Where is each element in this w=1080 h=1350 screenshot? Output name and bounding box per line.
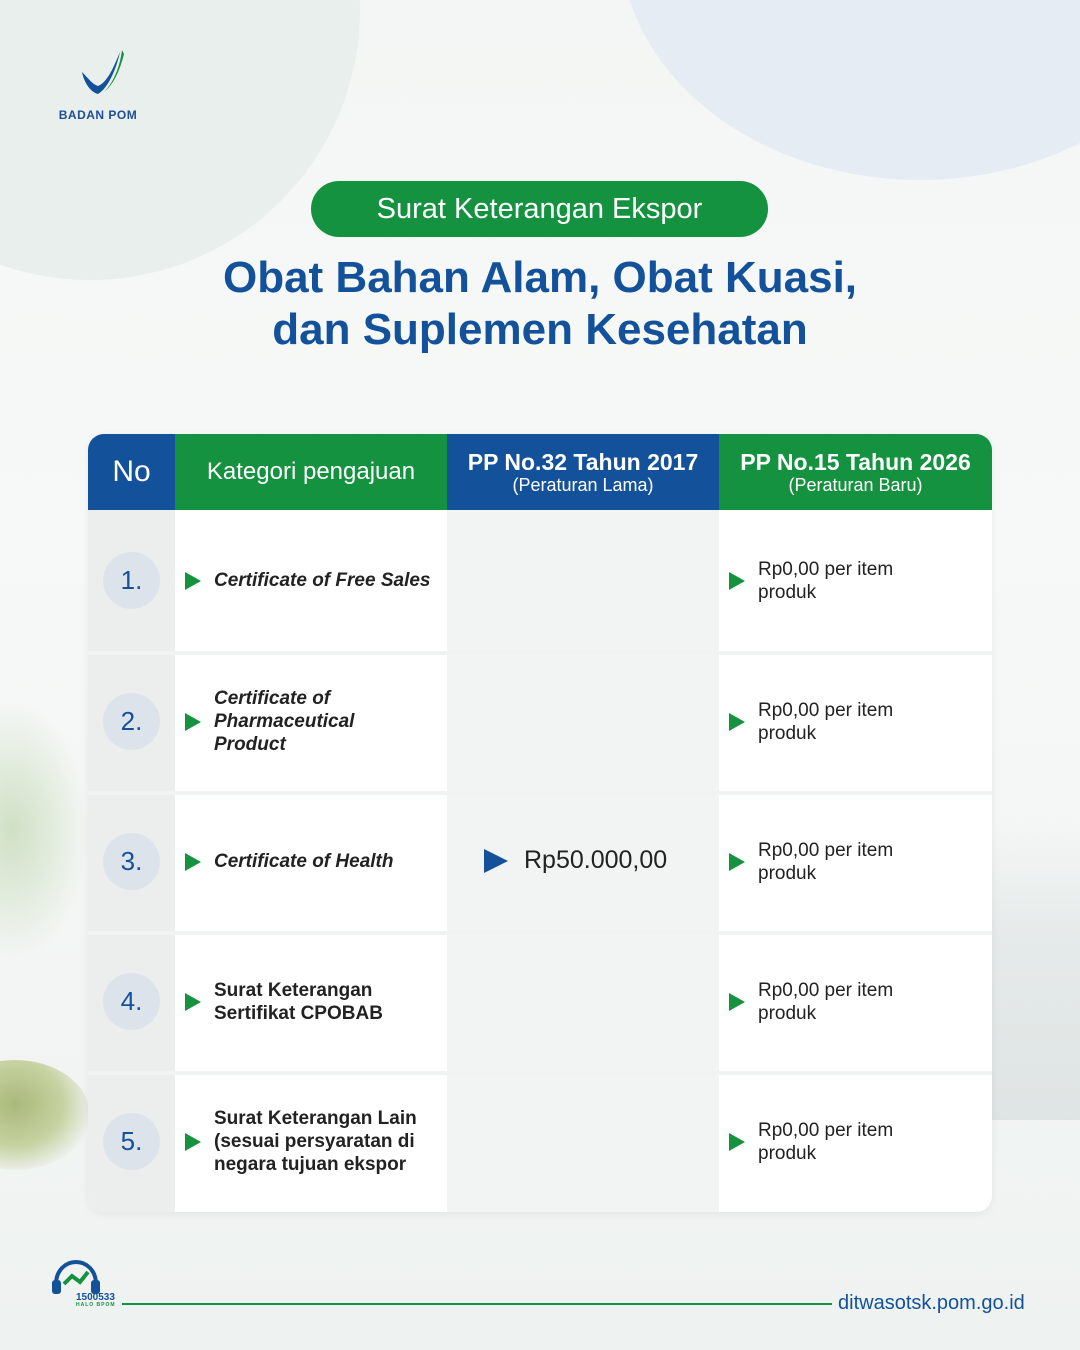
hotline-logo <box>50 1258 124 1306</box>
logo-text: BADAN POM <box>58 108 138 122</box>
new-fee-text: Rp0,00 per item produk <box>758 839 894 884</box>
category-cell <box>185 791 447 932</box>
category-text: Certificate of Health <box>214 851 394 872</box>
category-text: Certificate of Pharmaceutical Product <box>214 688 355 755</box>
header-new-main: PP No.15 Tahun 2026 <box>740 449 971 475</box>
title-line-2: dan Suplemen Kesehatan <box>272 305 808 354</box>
new-fee-cell <box>729 791 989 932</box>
category-cell <box>185 931 447 1072</box>
row-number: 1. <box>103 552 160 609</box>
bullet-arrow-icon <box>729 572 745 590</box>
table-row <box>88 931 992 1072</box>
header-new-regulation <box>719 434 992 510</box>
bullet-arrow-icon <box>729 1133 745 1151</box>
header-new-sub: (Peraturan Baru) <box>788 475 923 495</box>
row-number: 4. <box>103 973 160 1030</box>
new-fee-cell <box>729 510 989 651</box>
background-leaves <box>0 700 90 960</box>
new-fee-cell <box>729 651 989 792</box>
old-fee-text: Rp50.000,00 <box>524 846 668 874</box>
new-fee-cell <box>729 931 989 1072</box>
row-number: 5. <box>103 1113 160 1170</box>
footer-divider <box>122 1303 832 1305</box>
title-line-1: Obat Bahan Alam, Obat Kuasi, <box>222 253 858 302</box>
hotline-number: 1500533 <box>76 1292 115 1303</box>
hotline-sub: HALO BPOM <box>76 1302 116 1306</box>
header-old-main: PP No.32 Tahun 2017 <box>467 449 699 475</box>
fee-comparison-table <box>88 434 992 1212</box>
bullet-arrow-icon <box>185 993 201 1011</box>
category-cell <box>185 651 447 792</box>
table-row <box>88 1071 992 1212</box>
headset-icon <box>50 1258 124 1306</box>
section-pill: Surat Keterangan Ekspor <box>311 181 768 237</box>
header-no: No <box>88 434 175 510</box>
category-text: Surat Keterangan Sertifikat CPOBAB <box>214 979 383 1024</box>
bullet-arrow-icon <box>185 572 201 590</box>
category-cell <box>185 510 447 651</box>
background-shape <box>620 0 1080 180</box>
bullet-arrow-icon <box>185 853 201 871</box>
header-category: Kategori pengajuan <box>175 434 447 510</box>
logo-mark-icon <box>68 48 128 106</box>
bullet-arrow-icon <box>185 1133 201 1151</box>
page-title <box>0 252 1080 356</box>
bullet-arrow-icon <box>729 993 745 1011</box>
category-text: Certificate of Free Sales <box>214 570 431 591</box>
new-fee-text: Rp0,00 per item produk <box>758 699 894 744</box>
bullet-arrow-icon <box>729 713 745 731</box>
play-arrow-icon <box>484 849 508 873</box>
header-old-regulation <box>447 434 719 510</box>
new-fee-text: Rp0,00 per item produk <box>758 558 894 603</box>
header-old-sub: (Peraturan Lama) <box>512 475 654 495</box>
badan-pom-logo <box>56 48 140 128</box>
bullet-arrow-icon <box>729 853 745 871</box>
row-number: 3. <box>103 833 160 890</box>
bullet-arrow-icon <box>185 713 201 731</box>
row-number: 2. <box>103 693 160 750</box>
background-shape <box>0 0 360 280</box>
old-fee-cell <box>484 846 667 875</box>
category-text: Surat Keterangan Lain (sesuai persyaratan di negara tujuan ekspor <box>214 1108 417 1175</box>
new-fee-text: Rp0,00 per item produk <box>758 1119 894 1164</box>
category-cell <box>185 1071 447 1212</box>
new-fee-text: Rp0,00 per item produk <box>758 979 894 1024</box>
table-row <box>88 651 992 792</box>
background-herb-bowl <box>0 1060 90 1170</box>
new-fee-cell <box>729 1071 989 1212</box>
table-row <box>88 510 992 651</box>
website-link[interactable]: ditwasotsk.pom.go.id <box>838 1292 1025 1314</box>
